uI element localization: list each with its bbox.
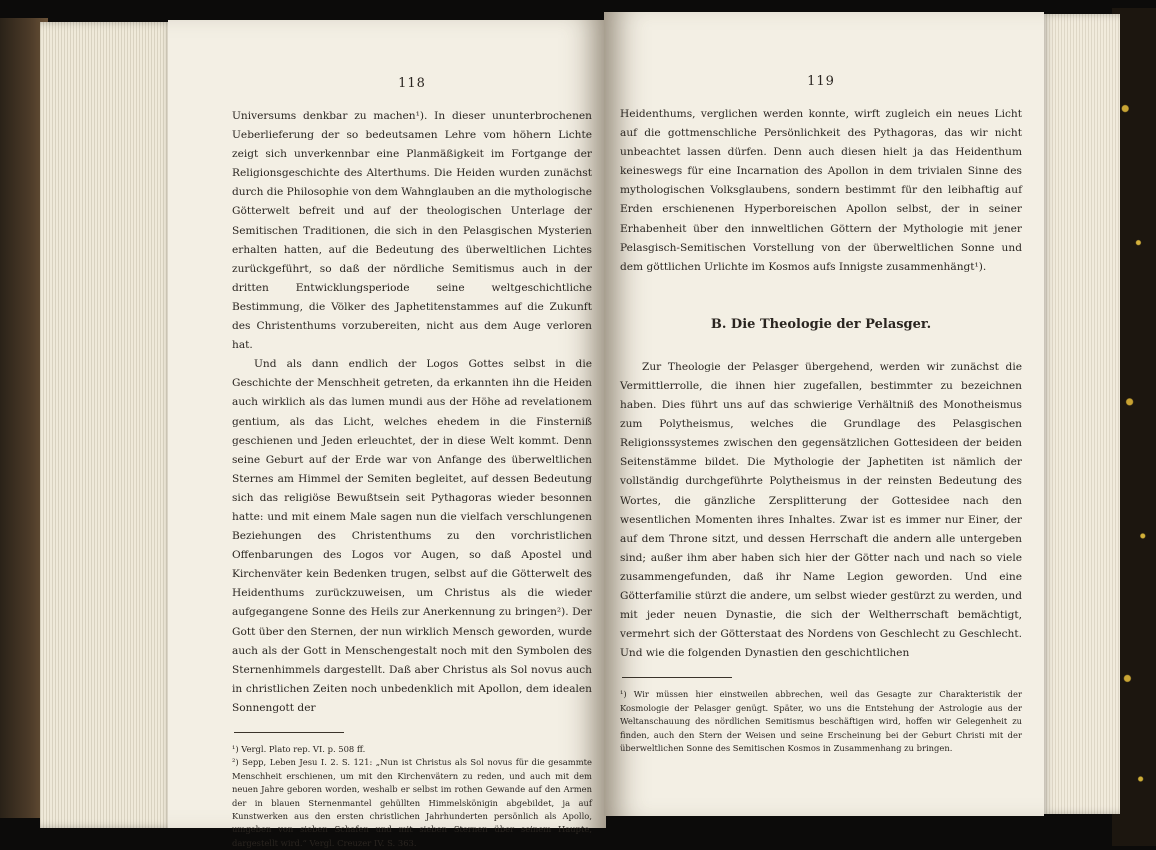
page-number: 119 (807, 74, 835, 89)
page-stack-right (1040, 14, 1120, 814)
body-text (232, 107, 592, 718)
left-page (168, 20, 606, 848)
section-heading: B. Die Theologie der Pelasger. (710, 316, 932, 332)
page-stack-left (40, 22, 175, 828)
footnote-rule (622, 677, 732, 678)
paragraph: Zur Theologie der Pelasger übergehend, werden wir zunächst die Vermittlerrolle, die ihnen hier zugefallen, bestimmter zu bezeichnen haben. Dies führt uns auf das schwierige Verhältniß des Monotheismus zum Polytheismus, welches die Grundlage des Pelasgischen Religionssystemes zwischen den gegensätzlichen Gottesideen der beiden Seitenstämme bildet. Die Mythologie der Japhetiten ist nämlich der vollständig durchgeführte Polytheismus in der reinsten Bedeutung des Wortes, die gänzliche Zersplitterung der Gottesidee nach den wesentlichen Momenten ihres Inhaltes. Zwar ist es immer nur Einer, der auf dem Throne sitzt, und dessen Herrschaft die andern alle untergeben sind; außer ihm aber haben sich hier der Götter nach und nach so viele zusammengefunden, daß ihr Name Legion geworden. Und eine Götterfamilie stürzt die andere, um selbst wieder gestürzt zu werden, und mit jeder neuen Dynastie, die sich der Weltherrschaft bemächtigt, vermehrt sich der Götterstaat des Nordens von Geschlecht zu Geschlecht. Und wie die folgenden Dynastien den geschichtlichen (620, 360, 1022, 660)
body-text (620, 105, 1022, 663)
page-number: 118 (398, 76, 426, 91)
paragraph: Und als dann endlich der Logos Gottes selbst in die Geschichte der Menschheit getreten, da erkannten ihn die Heiden auch wirklich als das lumen mundi aus der Höhe ad revelationem gentium, als das Licht, welches ehedem in die Finsterniß geschienen und Jeden erleuchtet, der in diese Welt kommt. Denn seine Geburt auf der Erde war von Anfange des überweltlichen Sternes am Himmel der Semiten begleitet, auf dessen Bedeutung sich das religiöse Bewußtsein seit Pythagoras wieder besonnen hatte: und mit einem Male sagen nun die vielfach verschlungenen Beziehungen des Christenthums zu den vorchristlichen Offenbarungen des Logos vor Augen, so daß Apostel und Kirchenväter kein Bedenken trugen, selbst auf die Götterwelt des Heidenthums zurückzuweisen, um Christus als die wieder aufgegangene Sonne des Heils zur Anerkennung zu bringen²). Der Gott über den Sternen, der nun wirklich Mensch geworden, wurde auch als der Gott in Menschengestalt noch mit den Symbolen des Sternenhimmels dargestellt. Daß aber Christus als Sol novus auch in christlichen Zeiten noch unbedenklich mit Apollon, dem idealen Sonnengott der (232, 358, 592, 714)
footnotes (232, 743, 592, 850)
right-page (604, 12, 1044, 816)
paragraph: Heidenthums, verglichen werden konnte, wirft zugleich ein neues Licht auf die gottmenschliche Persönlichkeit des Pythagoras, das wir nicht unbeachtet lassen dürfen. Denn auch diesen hielt ja das Heidenthum keineswegs für eine Incarnation des Apollon in dem trivialen Sinne des mythologischen Volksglaubens, sondern bestimmt für den leibhaftig auf Erden erschienenen Hyperboreischen Apollon selbst, der in seiner Erhabenheit über den innweltlichen Göttern der Mythologie mit jener Pelasgisch-Semitischen Vorstellung von der überweltlichen Sonne und dem göttlichen Urlichte im Kosmos aufs Innigste zusammenhängt¹). (620, 108, 1022, 273)
paragraph: Universums denkbar zu machen¹). In dieser ununterbrochenen Ueberlieferung der so bedeutsamen Lehre vom höhern Lichte zeigt sich unverkennbar eine Planmäßigkeit im Fortgange der Religionsgeschichte des Alterthums. Die Heiden wurden zunächst durch die Philosophie von dem Wahnglauben an die mythologische Götterwelt befreit und auf der theologischen Unterlage der Semitischen Traditionen, die sich in den Pelasgischen Mysterien erhalten hatten, auf die Bedeutung des überweltlichen Lichtes zurückgeführt, so daß der nördliche Semitismus auch in der dritten Entwicklungsperiode seine weltgeschichtliche Bestimmung, die Völker des Japhetitenstammes auf die Zukunft des Christenthums vorzubereiten, nicht aus dem Auge verloren hat. (232, 110, 592, 352)
footnote: ¹) Vergl. Plato rep. VI. p. 508 ff. (232, 744, 366, 754)
footnotes (620, 688, 1022, 755)
footnote: ²) Sepp, Leben Jesu I. 2. S. 121: „Nun ist Christus als Sol novus für die gesammte Menschheit erschienen, um mit den Kirchenvätern zu reden, und auch mit dem neuen Jahre geboren worden, weshalb er selbst im rothen Gewande auf den Armen der in blauen Sternenmantel gehüllten Himmelskönigin abgebildet, ja auf Kunstwerken aus den ersten christlichen Jahrhunderten persönlich als Apollo, umgeben von sieben Schafen und mit sieben Sternen über seinem Haupte, dargestellt wird.“ Vergl. Creuzer IV. S. 363. (232, 757, 592, 848)
footnote: ¹) Wir müssen hier einstweilen abbrechen, weil das Gesagte zur Charakteristik der Kosmologie der Pelasger genügt. Später, wo uns die Entstehung der Astrologie aus der Weltanschauung des nördlichen Semitismus beschäftigen wird, hoffen wir Gelegenheit zu finden, auch den Stern der Weisen und seine Erscheinung bei der Geburt Christi mit der überweltlichen Sonne des Semitischen Kosmos in Zusammenhang zu bringen. (620, 689, 1022, 753)
footnote-rule (234, 732, 344, 733)
